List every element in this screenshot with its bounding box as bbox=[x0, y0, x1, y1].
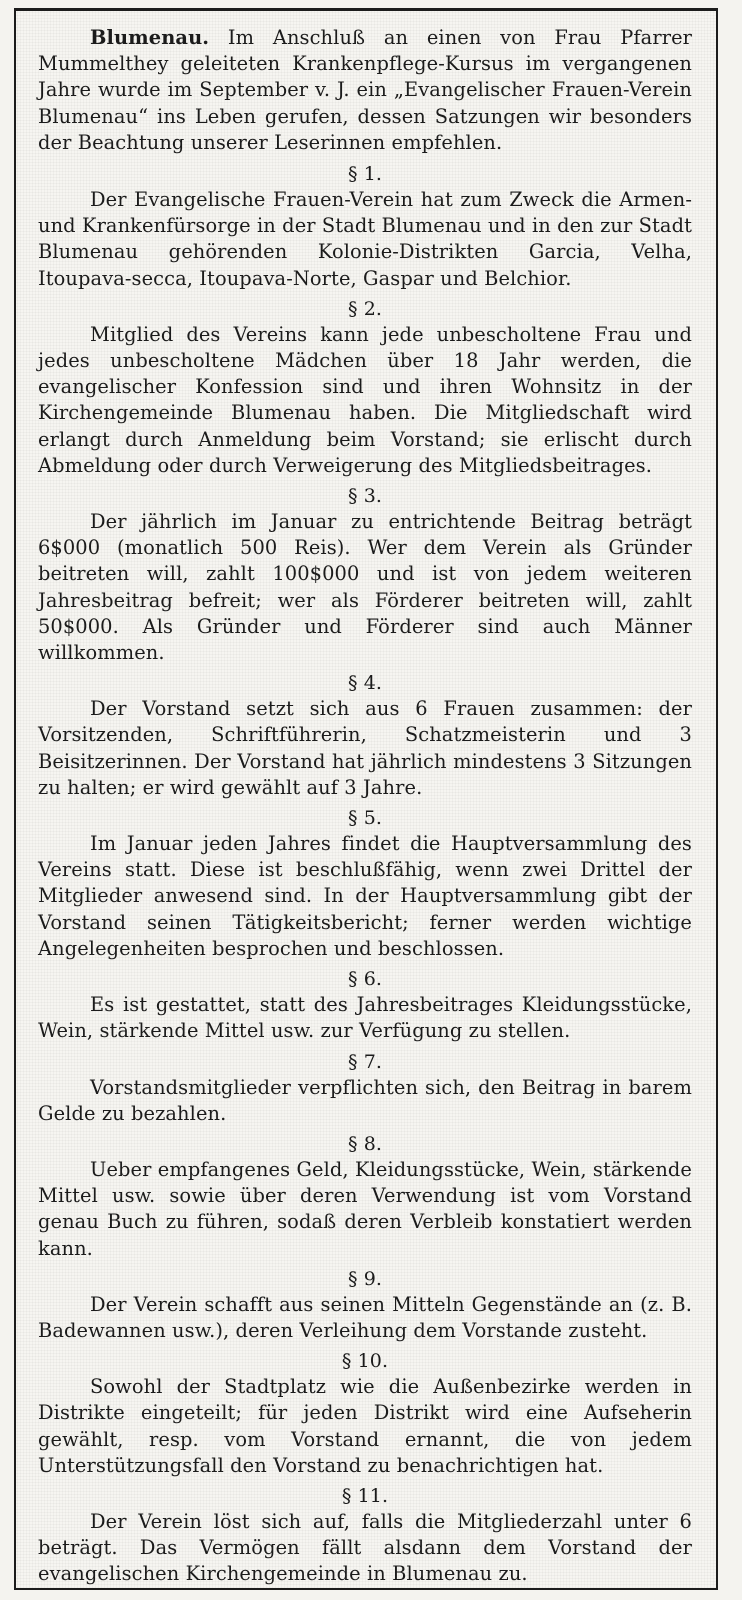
section-2-heading: § 2. bbox=[347, 297, 383, 320]
section-3-heading: § 3. bbox=[347, 485, 383, 508]
section-9-text: Der Verein schafft aus seinen Mitteln Gegenstände an (z. B. Badewannen usw.), deren Verleihung dem Vorstande zusteht. bbox=[38, 1292, 692, 1342]
intro-town: Blumenau. bbox=[90, 26, 210, 49]
section-2-text: Mitglied des Vereins kann jede unbescholtene Frau und jedes unbescholtene Mädchen über 18 Jahr werden, die evangelischer Konfession sind und ihren Wohnsitz in der Kirchengemeinde Blumenau haben. Die Mitgliedschaft wird erlangt durch Anmeldung beim Vorstand; sie erlischt durch Abmeldung oder durch Verweigerung des Mitgliedsbeitrages. bbox=[38, 322, 692, 477]
section-11-heading: § 11. bbox=[341, 1484, 389, 1507]
section-7-text: Vorstandsmitglieder verpflichten sich, den Beitrag in barem Gelde zu bezahlen. bbox=[38, 1075, 692, 1125]
section-8-text: Ueber empfangenes Geld, Kleidungsstücke, Wein, stärkende Mittel usw. sowie über deren Verwendung ist vom Vorstand genau Buch zu führen, sodaß deren Verbleib konstatiert werden kann. bbox=[38, 1157, 692, 1260]
section-3-text: Der jährlich im Januar zu entrichtende Beitrag beträgt 6$000 (monatlich 500 Reis). Wer dem Verein als Gründer beitreten will, zahlt 100$000 und ist von jedem weiteren Jahresbeitrag befreit; wer als Förderer beitreten will, zahlt 50$000. Als Gründer und Förderer sind auch Männer willkommen. bbox=[38, 510, 692, 665]
section-4-text: Der Vorstand setzt sich aus 6 Frauen zusammen: der Vorsitzenden, Schriftführerin, Schatzmeisterin und 3 Beisitzerinnen. Der Vorstand hat jährlich mindestens 3 Sitzungen zu halten; er wird gewählt auf 3 Jahre. bbox=[38, 697, 692, 799]
section-11-text: Der Verein löst sich auf, falls die Mitgliederzahl unter 6 beträgt. Das Vermögen fällt alsdann dem Vorstand der evangelischen Kirchengemeinde in Blumenau zu. bbox=[38, 1509, 692, 1586]
section-4-heading: § 4. bbox=[347, 672, 383, 695]
section-5-heading: § 5. bbox=[347, 807, 383, 830]
intro-text: Im Anschluß an einen von Frau Pfarrer Mummelthey geleiteten Krankenpflege-Kursus im vergangenen Jahre wurde im September v. J. ein „Evangelischer Frauen-Verein Blumenau“ ins Leben gerufen, dessen Satzungen wir besonders der Beachtung unserer Leserinnen empfehlen. bbox=[38, 26, 693, 154]
section-6-text: Es ist gestattet, statt des Jahresbeitrages Kleidungsstücke, Wein, stärkende Mittel usw. zur Verfügung zu stellen. bbox=[38, 993, 692, 1043]
section-10-text: Sowohl der Stadtplatz wie die Außenbezirke werden in Distrikte eingeteilt; für jeden Distrikt wird eine Aufseherin gewählt, resp. vom Vorstand ernannt, die von jedem Unterstützungsfall den Vorstand zu benachrichtigen hat. bbox=[38, 1375, 692, 1477]
article-body bbox=[38, 25, 692, 1588]
section-9-heading: § 9. bbox=[347, 1267, 383, 1290]
section-1-text: Der Evangelische Frauen-Verein hat zum Zweck die Armen- und Krankenfürsorge in der Stadt Blumenau und in den zur Stadt Blumenau gehörenden Kolonie-Distrikten Garcia, Velha, Itoupava-secca, Itoupava-Norte, Gaspar und Belchior. bbox=[38, 188, 692, 290]
section-10-heading: § 10. bbox=[341, 1350, 389, 1373]
newspaper-clipping bbox=[14, 8, 718, 1590]
section-6-heading: § 6. bbox=[347, 968, 383, 991]
section-1-heading: § 1. bbox=[347, 163, 383, 186]
section-8-heading: § 8. bbox=[347, 1132, 383, 1155]
section-5-text: Im Januar jeden Jahres findet die Hauptversammlung des Vereins statt. Diese ist beschlußfähig, wenn zwei Drittel der Mitglieder anwesend sind. In der Hauptversammlung gibt der Vorstand seinen Tätigkeitsbericht; ferner werden wichtige Angelegenheiten besprochen und beschlossen. bbox=[38, 832, 692, 960]
section-7-heading: § 7. bbox=[347, 1050, 383, 1073]
intro-paragraph bbox=[38, 25, 692, 156]
